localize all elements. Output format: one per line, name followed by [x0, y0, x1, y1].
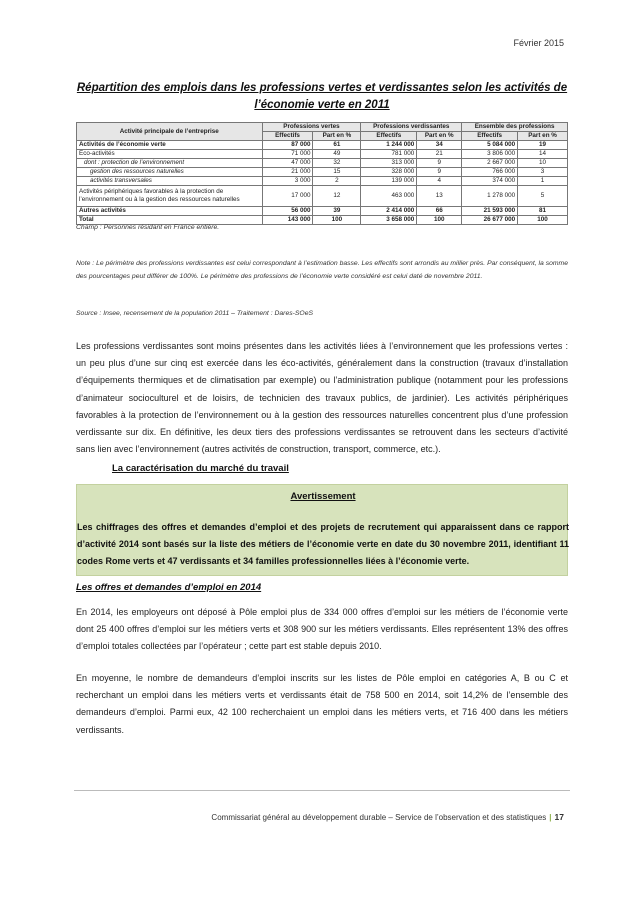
cell: 9 — [417, 168, 462, 177]
cell: 61 — [313, 141, 361, 150]
cell: 66 — [417, 207, 462, 216]
cell: 34 — [417, 141, 462, 150]
table-row — [77, 177, 568, 186]
cell: 374 000 — [462, 177, 518, 186]
cell: 10 — [518, 159, 568, 168]
cell: 1 278 000 — [462, 186, 518, 207]
cell: 3 000 — [262, 177, 313, 186]
warning-text: Les chiffrages des offres et demandes d’emploi et des projets de recrutement qui apparaissent dans ce rapport d’activité 2014 sont basés sur la liste des métiers de l’économie verte en date du 30 novembre 2011, identifiant 11 codes Rome verts et 47 verdissants et 34 familles professionnelles liées à l’économie verte. — [77, 522, 569, 566]
cell: 2 667 000 — [462, 159, 518, 168]
table-row — [77, 207, 568, 216]
cell: 15 — [313, 168, 361, 177]
cell: 47 000 — [262, 159, 313, 168]
cell: 71 000 — [262, 150, 313, 159]
cell: 100 — [313, 216, 361, 225]
footer — [211, 812, 564, 822]
note-source: Source : Insee, recensement de la population 2011 – Traitement : Dares-SOeS — [76, 310, 314, 317]
row-label: dont : protection de l’environnement — [77, 159, 263, 168]
column-header: Part en % — [518, 132, 568, 141]
footer-divider — [74, 790, 570, 791]
cell: 49 — [313, 150, 361, 159]
row-label: Eco-activités — [77, 150, 263, 159]
cell: 17 000 — [262, 186, 313, 207]
cell: 463 000 — [361, 186, 417, 207]
cell: 3 806 000 — [462, 150, 518, 159]
section-heading: La caractérisation du marché du travail — [112, 463, 289, 474]
row-header: Activité principale de l’entreprise — [77, 123, 263, 141]
cell: 3 658 000 — [361, 216, 417, 225]
cell: 9 — [417, 159, 462, 168]
cell: 139 000 — [361, 177, 417, 186]
table-row — [77, 150, 568, 159]
cell: 81 — [518, 207, 568, 216]
footer-text: Commissariat général au développement durable – Service de l’observation et des statistiques — [211, 813, 547, 822]
group-header: Ensemble des professions — [462, 123, 568, 132]
paragraph: Les professions verdissantes sont moins présentes dans les activités liées à l’environnement que les professions vertes : un peu plus d’une sur cinq est exercée dans les éco-activités, généralement dans la construction (travaux d’installation d’équipements thermiques et de climatisation par exemple) ou l’administration publique (notamment pour les professions d’animateur socioculturel et de loisirs, de technicien des travaux publics, de jardinier). Les activités périphériques favorables à la protection de l’environnement ou à la gestion des ressources naturelles concentrent plus d’une profession verdissante sur dix. En définitive, les deux tiers des professions verdissantes se retrouvent dans les secteurs d’activité sans lien avec l’environnement (autres activités de construction, transport, commerce, etc.). — [76, 341, 568, 455]
warning-box — [76, 484, 568, 576]
employment-table — [76, 122, 568, 225]
row-label: activités transversales — [77, 177, 263, 186]
sub-heading: Les offres et demandes d’emploi en 2014 — [76, 582, 262, 593]
page-number: 17 — [554, 812, 564, 822]
table-row — [77, 141, 568, 150]
row-label: Activités de l’économie verte — [77, 141, 263, 150]
paragraph: En moyenne, le nombre de demandeurs d’emploi inscrits sur les listes de Pôle emploi en catégories A, B ou C et recherchant un emploi dans les métiers verts et verdissants était de 758 500 en 2014, soit 14,2% de l’ensemble des demandeurs d’emploi. Parmi eux, 42 100 recherchaient un emploi dans les métiers verts, et 716 400 dans les métiers verdissants. — [76, 673, 568, 735]
cell: 781 000 — [361, 150, 417, 159]
column-header: Effectifs — [462, 132, 518, 141]
cell: 1 — [518, 177, 568, 186]
table-title: Répartition des emplois dans les professions vertes et verdissantes selon les activités de l’économie verte en 2011 — [76, 82, 568, 111]
row-label: Total — [77, 216, 263, 225]
cell: 14 — [518, 150, 568, 159]
cell: 100 — [518, 216, 568, 225]
note-champ: Champ : Personnes résidant en France entière. — [76, 224, 220, 231]
cell: 21 593 000 — [462, 207, 518, 216]
paragraph: En 2014, les employeurs ont déposé à Pôle emploi plus de 334 000 offres d’emploi sur les métiers de l’économie verte dont 25 400 offres d’emploi sur les métiers verts et 308 900 sur les métiers verdissants. Elles représentent 13% des offres d’emploi totales collectées par l’opérateur ; cette part est stable depuis 2010. — [76, 607, 568, 652]
group-header: Professions verdissantes — [361, 123, 462, 132]
cell: 313 000 — [361, 159, 417, 168]
header-date: Février 2015 — [513, 38, 564, 48]
table-row — [77, 186, 568, 207]
cell: 32 — [313, 159, 361, 168]
cell: 4 — [417, 177, 462, 186]
note-text: Note : Le périmètre des professions verdissantes est celui correspondant à l’estimation basse. Les effectifs sont arrondis au millier près. Par conséquent, la somme des pourcentages peut différer de 100%. Le périmètre des professions de l’économie verte considéré est celui daté de novembre 2011. — [76, 260, 568, 280]
cell: 19 — [518, 141, 568, 150]
cell: 21 — [417, 150, 462, 159]
column-header: Part en % — [313, 132, 361, 141]
cell: 328 000 — [361, 168, 417, 177]
row-label: Activités périphériques favorables à la protection de l’environnement ou à la gestion des ressources naturelles — [77, 186, 263, 207]
cell: 12 — [313, 186, 361, 207]
cell: 5 — [518, 186, 568, 207]
column-header: Effectifs — [361, 132, 417, 141]
cell: 1 244 000 — [361, 141, 417, 150]
cell: 3 — [518, 168, 568, 177]
column-header: Effectifs — [262, 132, 313, 141]
cell: 2 414 000 — [361, 207, 417, 216]
group-header: Professions vertes — [262, 123, 361, 132]
cell: 56 000 — [262, 207, 313, 216]
cell: 87 000 — [262, 141, 313, 150]
cell: 2 — [313, 177, 361, 186]
cell: 13 — [417, 186, 462, 207]
row-label: gestion des ressources naturelles — [77, 168, 263, 177]
cell: 766 000 — [462, 168, 518, 177]
warning-title: Avertissement — [290, 491, 356, 502]
cell: 21 000 — [262, 168, 313, 177]
table-row — [77, 159, 568, 168]
column-header: Part en % — [417, 132, 462, 141]
footer-separator: | — [549, 813, 552, 822]
row-label: Autres activités — [77, 207, 263, 216]
cell: 26 677 000 — [462, 216, 518, 225]
table-row — [77, 168, 568, 177]
cell: 39 — [313, 207, 361, 216]
cell: 143 000 — [262, 216, 313, 225]
cell: 5 084 000 — [462, 141, 518, 150]
cell: 100 — [417, 216, 462, 225]
